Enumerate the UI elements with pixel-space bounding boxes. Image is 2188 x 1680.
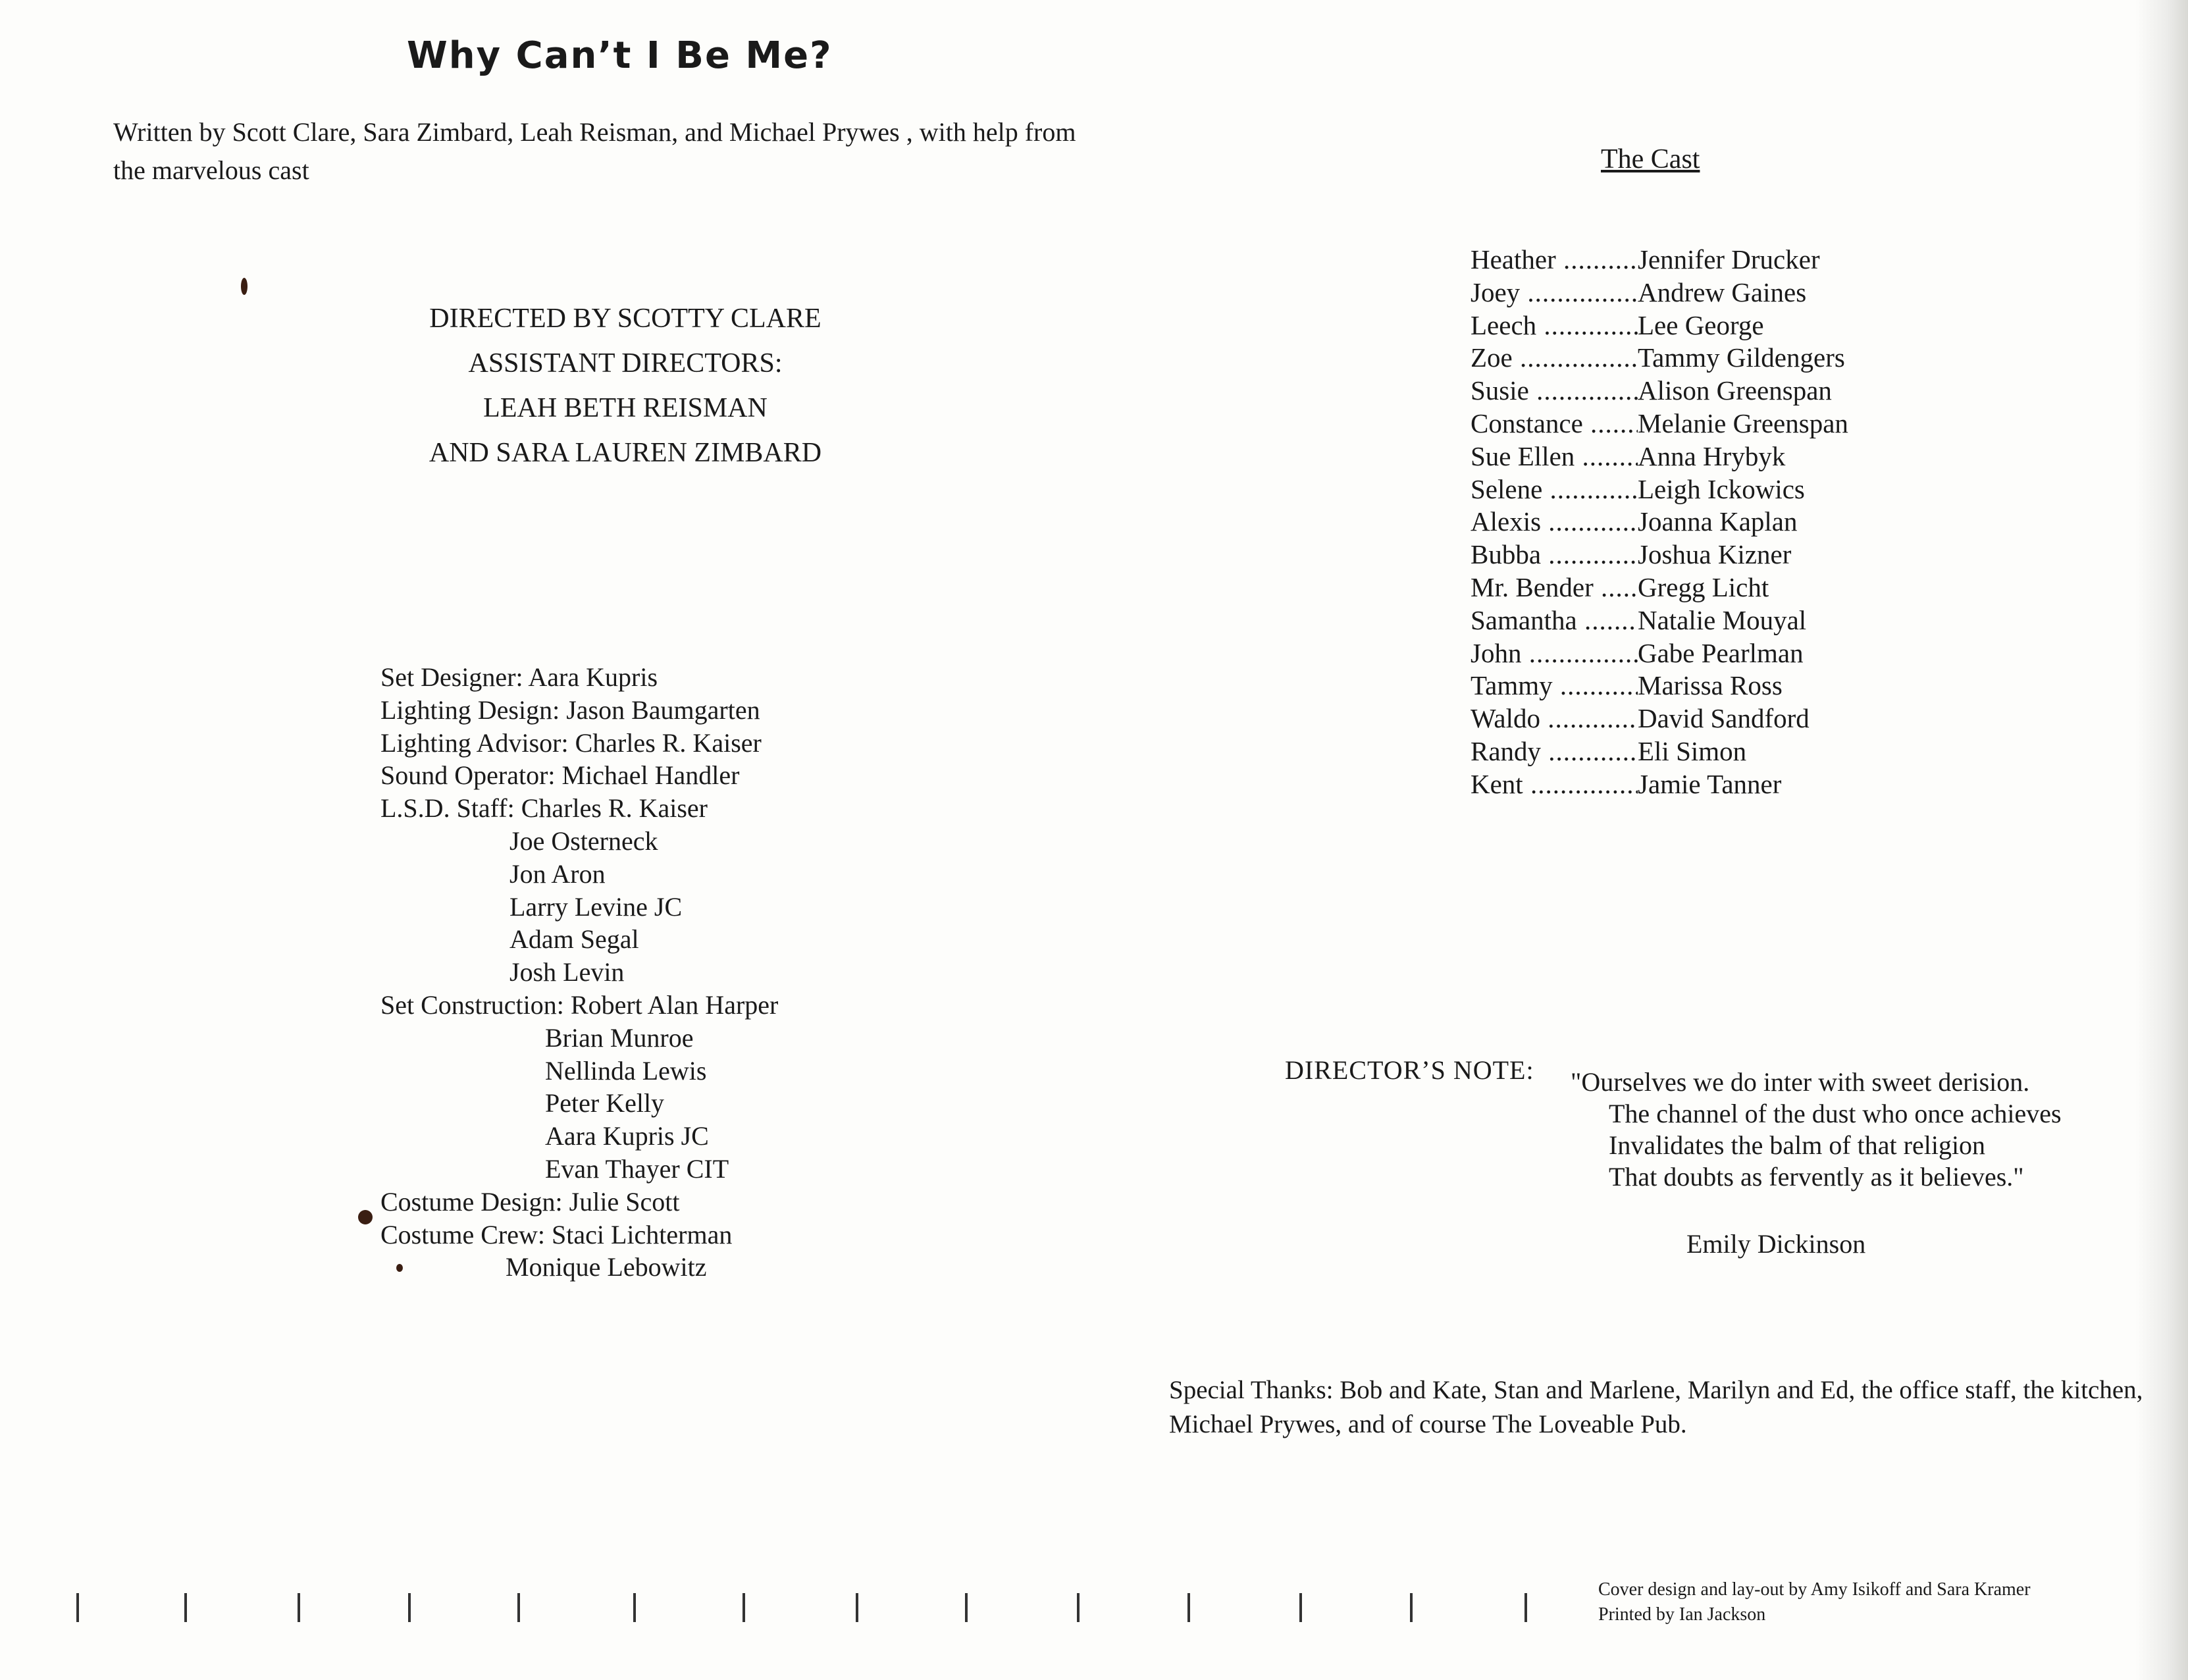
special-thanks: Special Thanks: Bob and Kate, Stan and Marlene, Marilyn and Ed, the office staff, the kitchen, Michael Prywes, and of course The Loveable Pub. xyxy=(1169,1376,2143,1438)
quote-line: "Ourselves we do inter with sweet derision. xyxy=(1571,1067,2030,1097)
quote-line: The channel of the dust who once achieves xyxy=(1609,1099,2062,1128)
assistant-director-line: AND SARA LAUREN ZIMBARD xyxy=(429,438,822,468)
cast-actor: Gregg Licht xyxy=(1638,571,1769,602)
crew-line: L.S.D. Staff: Charles R. Kaiser xyxy=(380,793,708,824)
crew-line: Evan Thayer CIT xyxy=(545,1153,729,1184)
crew-line: Lighting Design: Jason Baumgarten xyxy=(380,695,760,725)
cast-actor: Eli Simon xyxy=(1638,735,1747,766)
cast-actor: Andrew Gaines xyxy=(1638,276,1807,307)
cast-role: Bubba ..... xyxy=(1471,538,1638,571)
cast-row xyxy=(1471,637,1848,670)
crew-line: Joe Osterneck xyxy=(509,826,658,856)
cover-design-credit: Cover design and lay-out by Amy Isikoff and Sara Kramer xyxy=(1598,1579,2031,1600)
cast-role: Zoe ..... xyxy=(1471,342,1638,375)
cast-actor: Melanie Greenspan xyxy=(1638,407,1848,438)
crew-line: Sound Operator: Michael Handler xyxy=(380,760,740,791)
cast-role: Susie ..... xyxy=(1471,375,1638,407)
cast-role: Alexis ..... xyxy=(1471,506,1638,538)
cast-row xyxy=(1471,735,1848,768)
perforation-mark xyxy=(76,1593,79,1622)
crew-line: Set Designer: Aara Kupris xyxy=(380,662,658,692)
perforation-mark xyxy=(633,1593,636,1622)
cast-role: Leech ..... xyxy=(1471,309,1638,342)
cast-actor: Leigh Ickowics xyxy=(1638,473,1805,504)
cast-actor: David Sandford xyxy=(1638,703,1810,734)
cast-actor: Joshua Kizner xyxy=(1638,539,1792,570)
cast-row xyxy=(1471,375,1848,407)
crew-line: Peter Kelly xyxy=(545,1088,665,1118)
cast-role: Kent ..... xyxy=(1471,768,1638,801)
written-by: Written by Scott Clare, Sara Zimbard, Leah Reisman, and Michael Prywes , with help from the marvelous cast xyxy=(113,117,1076,185)
crew-line: Monique Lebowitz xyxy=(506,1252,707,1282)
perforation-mark xyxy=(1187,1593,1190,1622)
assistant-director-line: LEAH BETH REISMAN xyxy=(483,393,768,423)
cast-actor: Anna Hrybyk xyxy=(1638,440,1786,471)
crew-line: Aara Kupris JC xyxy=(545,1121,709,1151)
director-line: DIRECTED BY SCOTTY CLARE xyxy=(429,303,821,334)
cast-role: Samantha ..... xyxy=(1471,604,1638,637)
perforation-mark xyxy=(1077,1593,1080,1622)
ink-spot xyxy=(358,1210,373,1224)
crew-line: Josh Levin xyxy=(509,957,625,987)
perforation-mark xyxy=(1524,1593,1527,1622)
cast-actor: Jamie Tanner xyxy=(1638,768,1782,799)
cast-heading: The Cast xyxy=(1601,144,1700,174)
crew-line: Larry Levine JC xyxy=(509,891,683,922)
printer-credit: Printed by Ian Jackson xyxy=(1598,1604,1766,1625)
directors-note-label: DIRECTOR’S NOTE: xyxy=(1285,1055,1534,1085)
cast-row xyxy=(1471,571,1848,604)
ink-spot xyxy=(241,278,247,295)
cast-role: Joey ..... xyxy=(1471,276,1638,309)
cast-actor: Natalie Mouyal xyxy=(1638,604,1807,635)
cast-row xyxy=(1471,244,1848,276)
perforation-mark xyxy=(856,1593,858,1622)
perforation-mark xyxy=(1410,1593,1413,1622)
perforation-mark xyxy=(1299,1593,1302,1622)
print-credits xyxy=(1598,1577,2031,1627)
cast-row xyxy=(1471,768,1848,801)
crew-line: Costume Crew: Staci Lichterman xyxy=(380,1219,733,1249)
cast-actor: Gabe Pearlman xyxy=(1638,637,1804,668)
cast-list xyxy=(1471,244,1848,801)
quote-author: Emily Dickinson xyxy=(1686,1229,1866,1259)
cast-row xyxy=(1471,702,1848,735)
cast-row xyxy=(1471,276,1848,309)
perforation-mark xyxy=(742,1593,745,1622)
cast-row xyxy=(1471,473,1848,506)
assistant-directors-heading: ASSISTANT DIRECTORS: xyxy=(468,348,783,379)
crew-line: Lighting Advisor: Charles R. Kaiser xyxy=(380,727,762,758)
cast-row xyxy=(1471,309,1848,342)
crew-line: Costume Design: Julie Scott xyxy=(380,1186,680,1217)
perforation-mark xyxy=(184,1593,187,1622)
crew-line: Set Construction: Robert Alan Harper xyxy=(380,989,779,1020)
cast-role: Tammy ..... xyxy=(1471,669,1638,702)
cast-role: Heather ..... xyxy=(1471,244,1638,276)
page-title: Why Can’t I Be Me? xyxy=(407,34,833,77)
cast-row xyxy=(1471,407,1848,440)
cast-role: Waldo ..... xyxy=(1471,702,1638,735)
cast-actor: Alison Greenspan xyxy=(1638,375,1832,406)
perforation-mark xyxy=(517,1593,520,1622)
cast-role: Selene ..... xyxy=(1471,473,1638,506)
cast-actor: Tammy Gildengers xyxy=(1638,342,1845,373)
cast-row xyxy=(1471,538,1848,571)
cast-row xyxy=(1471,604,1848,637)
perforation-mark xyxy=(408,1593,411,1622)
cast-role: Sue Ellen ..... xyxy=(1471,440,1638,473)
crew-line: Jon Aron xyxy=(509,858,606,889)
cast-row xyxy=(1471,342,1848,375)
cast-row xyxy=(1471,506,1848,538)
cast-row xyxy=(1471,440,1848,473)
crew-line: Brian Munroe xyxy=(545,1022,694,1053)
crew-line: Nellinda Lewis xyxy=(545,1055,707,1086)
cast-role: Constance ..... xyxy=(1471,407,1638,440)
cast-role: Mr. Bender ..... xyxy=(1471,571,1638,604)
perforation-mark xyxy=(298,1593,300,1622)
cast-actor: Jennifer Drucker xyxy=(1638,244,1820,275)
cast-role: Randy ..... xyxy=(1471,735,1638,768)
page-edge-shadow xyxy=(2135,0,2188,1680)
crew-list xyxy=(380,661,778,1284)
cast-actor: Marissa Ross xyxy=(1638,670,1783,701)
cast-row xyxy=(1471,669,1848,702)
quote-line: That doubts as fervently as it believes." xyxy=(1609,1162,2024,1192)
direction-credits xyxy=(369,296,882,475)
directors-note-quote xyxy=(1571,1066,2062,1193)
quote-line: Invalidates the balm of that religion xyxy=(1609,1130,1986,1160)
cast-actor: Lee George xyxy=(1638,309,1764,340)
cast-role: John ..... xyxy=(1471,637,1638,670)
cast-actor: Joanna Kaplan xyxy=(1638,506,1798,537)
crew-line: Adam Segal xyxy=(509,924,639,955)
perforation-mark xyxy=(965,1593,968,1622)
